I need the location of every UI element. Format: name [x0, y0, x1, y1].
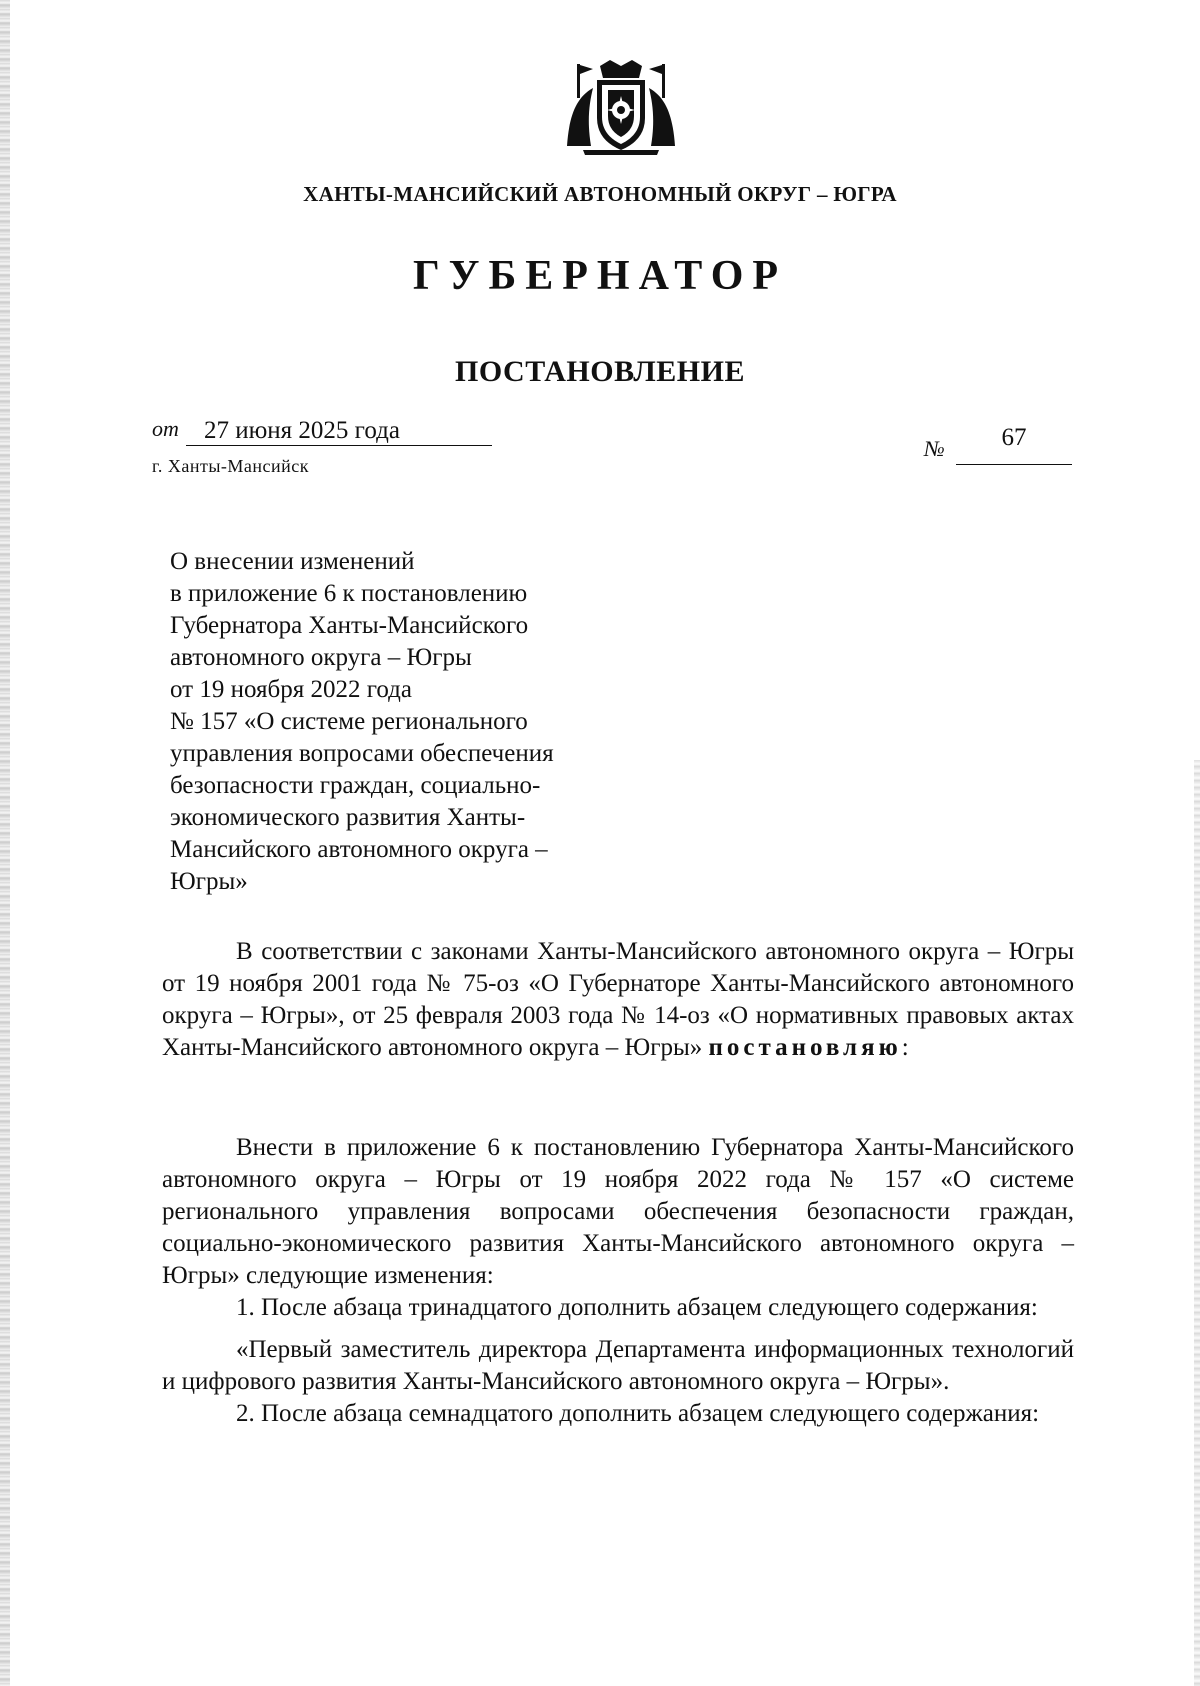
coat-of-arms-icon	[565, 58, 677, 158]
document-city: г. Ханты-Мансийск	[152, 456, 310, 476]
preamble-paragraph	[162, 936, 1074, 1064]
document-number: 67	[956, 424, 1072, 465]
preamble-text: В соответствии с законами Ханты-Мансийского автономного округа – Югры от 19 ноября 2001 года № 75-оз «О Губернаторе Ханты-Мансийского автономного округа – Югры», от 25 февраля 2003 года № 14-оз «О нормативных правовых актах Ханты-Мансийского автономного округа – Югры»	[162, 938, 1074, 1061]
subject-line: экономического развития Ханты-	[170, 804, 526, 831]
scan-edge-right	[1194, 760, 1200, 1686]
body-intro: Внести в приложение 6 к постановлению Губернатора Ханты-Мансийского автономного округа – Югры от 19 ноября 2022 года № 157 «О системе регионального управления вопросами обеспечения безопасности граждан, социально-экономического развития Ханты-Мансийского автономного округа – Югры» следующие изменения:	[162, 1134, 1074, 1289]
subject-line: Губернатора Ханты-Мансийского	[170, 612, 529, 639]
subject-line: управления вопросами обеспечения	[170, 740, 554, 767]
body-quote-1: «Первый заместитель директора Департамента информационных технологий и цифрового развития Ханты-Мансийского автономного округа – Югры».	[162, 1336, 1074, 1395]
date-prefix: от	[152, 416, 179, 441]
subject-line: Мансийского автономного округа –	[170, 836, 548, 863]
region-title: ХАНТЫ-МАНСИЙСКИЙ АВТОНОМНЫЙ ОКРУГ – ЮГРА	[303, 182, 897, 206]
governor-title: ГУБЕРНАТОР	[412, 253, 788, 299]
document-date: 27 июня 2025 года	[186, 418, 492, 446]
document-type-title: ПОСТАНОВЛЕНИЕ	[455, 355, 745, 388]
preamble	[162, 936, 1074, 1064]
subject-line: от 19 ноября 2022 года	[170, 676, 412, 703]
decree-word: постановляю	[708, 1034, 902, 1061]
body-item-2: 2. После абзаца семнадцатого дополнить абзацем следующего содержания:	[236, 1400, 1040, 1427]
subject-line: Югры»	[170, 868, 248, 895]
document-subject	[170, 546, 640, 898]
preamble-colon: :	[901, 1034, 909, 1061]
body-item-1: 1. После абзаца тринадцатого дополнить абзацем следующего содержания:	[236, 1294, 1038, 1321]
subject-line: автономного округа – Югры	[170, 644, 472, 671]
subject-line: № 157 «О системе регионального	[170, 708, 528, 735]
subject-line: в приложение 6 к постановлению	[170, 580, 528, 607]
subject-line: О внесении изменений	[170, 548, 415, 575]
subject-line: безопасности граждан, социально-	[170, 772, 541, 799]
number-sign: №	[924, 436, 945, 461]
decree-body	[162, 1132, 1074, 1430]
